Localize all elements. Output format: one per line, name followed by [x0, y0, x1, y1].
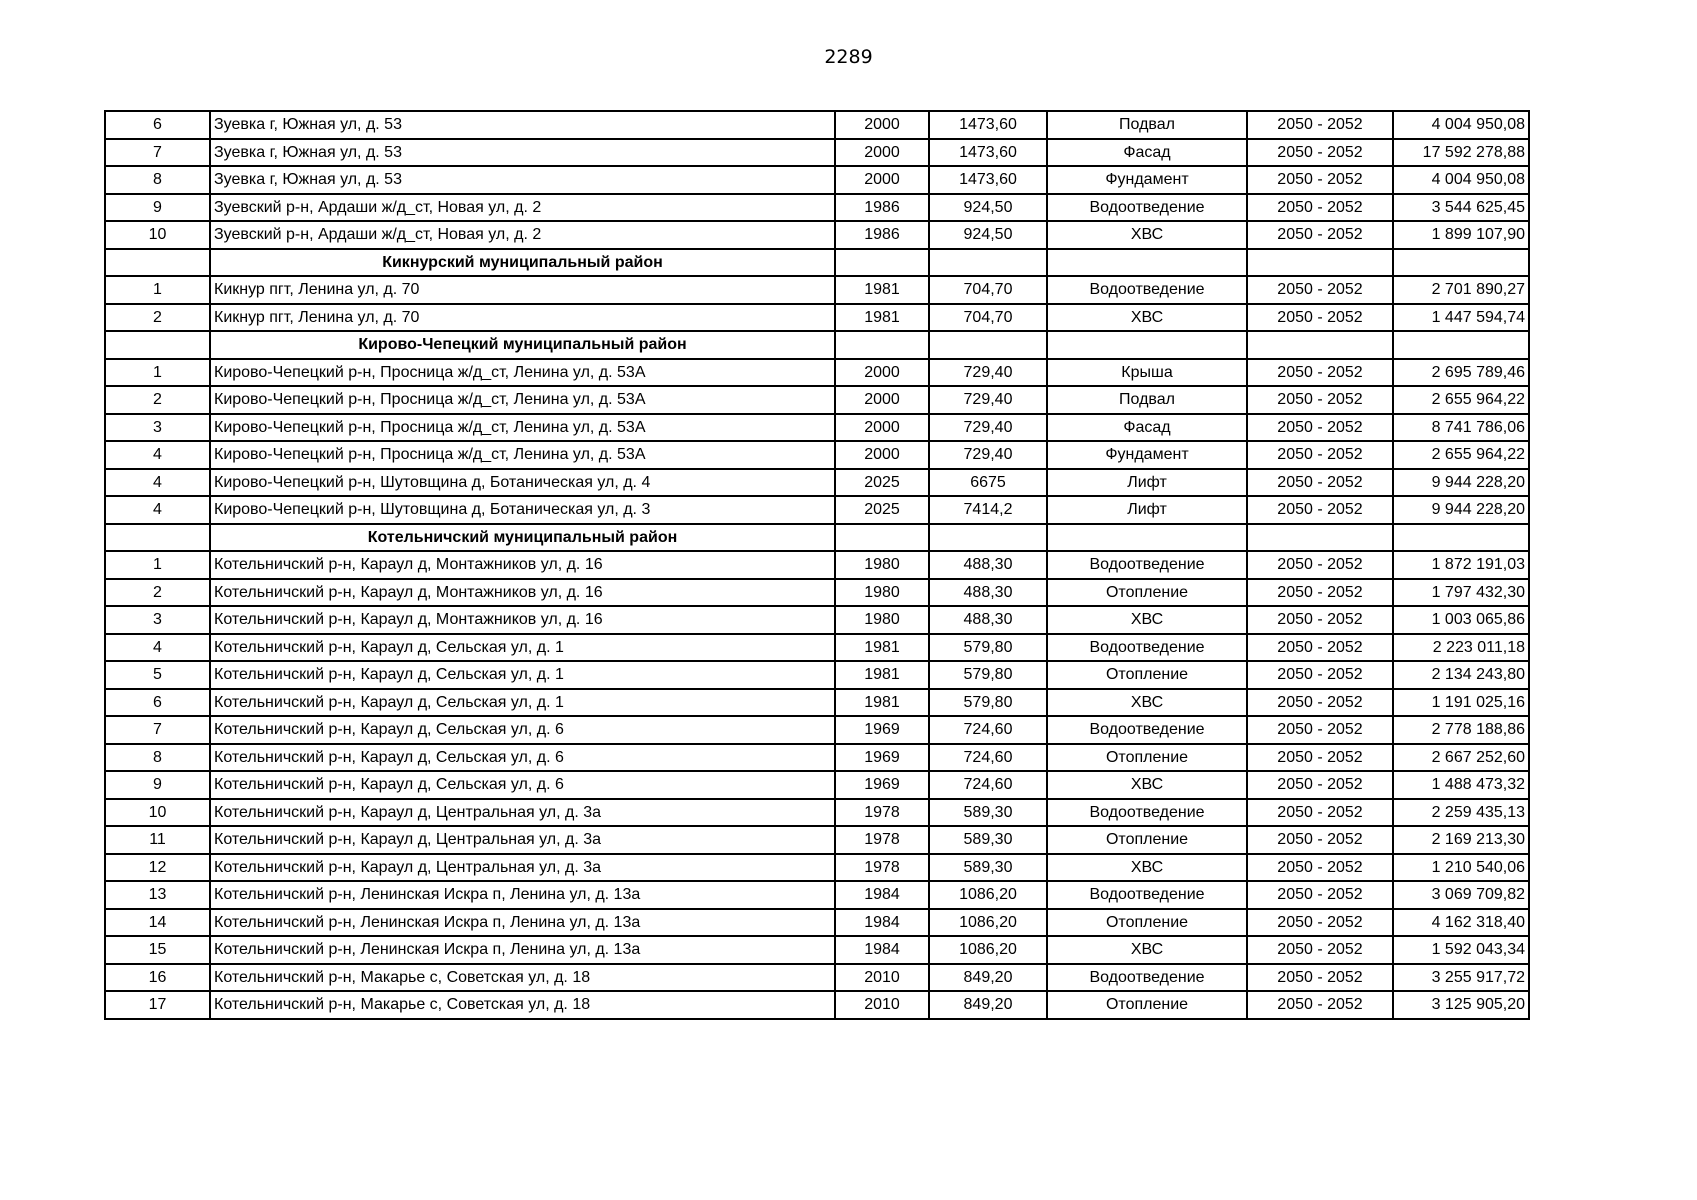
- table-row: [105, 441, 1529, 469]
- work-type-cell: Водоотведение: [1047, 964, 1247, 992]
- year-cell: 2000: [835, 359, 929, 387]
- district-header-row: [105, 524, 1529, 552]
- year-cell: 1986: [835, 194, 929, 222]
- table-row: [105, 771, 1529, 799]
- table-row: [105, 579, 1529, 607]
- period-cell: 2050 - 2052: [1247, 194, 1393, 222]
- period-cell: 2050 - 2052: [1247, 551, 1393, 579]
- year-cell: 1981: [835, 661, 929, 689]
- table-row: [105, 469, 1529, 497]
- row-number-cell: 5: [105, 661, 210, 689]
- table-row: [105, 854, 1529, 882]
- table-row: [105, 139, 1529, 167]
- row-number-cell: 2: [105, 386, 210, 414]
- cost-cell: 2 655 964,22: [1393, 441, 1529, 469]
- address-cell: Кирово-Чепецкий р-н, Шутовщина д, Ботаническая ул, д. 3: [210, 496, 835, 524]
- work-type-cell: Отопление: [1047, 661, 1247, 689]
- year-cell: 1984: [835, 909, 929, 937]
- cost-cell: 1 797 432,30: [1393, 579, 1529, 607]
- address-cell: Зуевка г, Южная ул, д. 53: [210, 139, 835, 167]
- year-cell: 2000: [835, 139, 929, 167]
- area-cell: 724,60: [929, 771, 1047, 799]
- year-cell: 1969: [835, 771, 929, 799]
- table-row: [105, 826, 1529, 854]
- cost-cell: 1 191 025,16: [1393, 689, 1529, 717]
- cost-cell: 3 069 709,82: [1393, 881, 1529, 909]
- row-number-cell: 4: [105, 634, 210, 662]
- work-type-cell: Фундамент: [1047, 166, 1247, 194]
- empty-cell: [1047, 331, 1247, 359]
- area-cell: 7414,2: [929, 496, 1047, 524]
- row-number-cell: 16: [105, 964, 210, 992]
- table-row: [105, 386, 1529, 414]
- area-cell: 488,30: [929, 579, 1047, 607]
- address-cell: Котельничский р-н, Ленинская Искра п, Ленина ул, д. 13а: [210, 881, 835, 909]
- address-cell: Котельничский р-н, Караул д, Монтажников ул, д. 16: [210, 579, 835, 607]
- area-cell: 488,30: [929, 606, 1047, 634]
- area-cell: 1473,60: [929, 111, 1047, 139]
- cost-cell: 2 223 011,18: [1393, 634, 1529, 662]
- cost-cell: 1 488 473,32: [1393, 771, 1529, 799]
- period-cell: 2050 - 2052: [1247, 661, 1393, 689]
- empty-cell: [1247, 524, 1393, 552]
- cost-cell: 2 134 243,80: [1393, 661, 1529, 689]
- table-row: [105, 304, 1529, 332]
- work-type-cell: Отопление: [1047, 991, 1247, 1019]
- year-cell: 2000: [835, 166, 929, 194]
- period-cell: 2050 - 2052: [1247, 414, 1393, 442]
- work-type-cell: Отопление: [1047, 579, 1247, 607]
- cost-cell: 4 162 318,40: [1393, 909, 1529, 937]
- area-cell: 724,60: [929, 744, 1047, 772]
- cost-cell: 4 004 950,08: [1393, 166, 1529, 194]
- table-row: [105, 634, 1529, 662]
- year-cell: 1984: [835, 936, 929, 964]
- work-type-cell: Фасад: [1047, 414, 1247, 442]
- area-cell: 724,60: [929, 716, 1047, 744]
- address-cell: Котельничский р-н, Караул д, Сельская ул, д. 1: [210, 661, 835, 689]
- row-number-cell: 15: [105, 936, 210, 964]
- work-type-cell: Лифт: [1047, 469, 1247, 497]
- year-cell: 1981: [835, 276, 929, 304]
- period-cell: 2050 - 2052: [1247, 606, 1393, 634]
- cost-cell: 1 447 594,74: [1393, 304, 1529, 332]
- area-cell: 6675: [929, 469, 1047, 497]
- period-cell: 2050 - 2052: [1247, 744, 1393, 772]
- empty-cell: [1247, 249, 1393, 277]
- cost-cell: 1 210 540,06: [1393, 854, 1529, 882]
- empty-cell: [1393, 331, 1529, 359]
- period-cell: 2050 - 2052: [1247, 909, 1393, 937]
- area-cell: 589,30: [929, 826, 1047, 854]
- period-cell: 2050 - 2052: [1247, 386, 1393, 414]
- area-cell: 589,30: [929, 854, 1047, 882]
- row-number-cell: 6: [105, 689, 210, 717]
- table-row: [105, 551, 1529, 579]
- row-number-cell: 1: [105, 359, 210, 387]
- table-row: [105, 936, 1529, 964]
- area-cell: 589,30: [929, 799, 1047, 827]
- year-cell: 2000: [835, 386, 929, 414]
- area-cell: 579,80: [929, 661, 1047, 689]
- work-type-cell: Водоотведение: [1047, 634, 1247, 662]
- table-row: [105, 276, 1529, 304]
- work-type-cell: ХВС: [1047, 936, 1247, 964]
- period-cell: 2050 - 2052: [1247, 441, 1393, 469]
- address-cell: Кирово-Чепецкий р-н, Просница ж/д_ст, Ленина ул, д. 53А: [210, 414, 835, 442]
- empty-cell: [835, 249, 929, 277]
- work-type-cell: Водоотведение: [1047, 551, 1247, 579]
- cost-cell: 2 695 789,46: [1393, 359, 1529, 387]
- address-cell: Зуевский р-н, Ардаши ж/д_ст, Новая ул, д. 2: [210, 221, 835, 249]
- row-number-cell: 8: [105, 166, 210, 194]
- work-type-cell: Фундамент: [1047, 441, 1247, 469]
- address-cell: Котельничский р-н, Ленинская Искра п, Ленина ул, д. 13а: [210, 909, 835, 937]
- table-row: [105, 744, 1529, 772]
- row-number-cell: 4: [105, 469, 210, 497]
- period-cell: 2050 - 2052: [1247, 166, 1393, 194]
- work-type-cell: ХВС: [1047, 606, 1247, 634]
- year-cell: 1981: [835, 634, 929, 662]
- work-type-cell: Крыша: [1047, 359, 1247, 387]
- page-number: 2289: [824, 46, 873, 68]
- period-cell: 2050 - 2052: [1247, 634, 1393, 662]
- work-type-cell: Подвал: [1047, 386, 1247, 414]
- period-cell: 2050 - 2052: [1247, 469, 1393, 497]
- address-cell: Зуевский р-н, Ардаши ж/д_ст, Новая ул, д. 2: [210, 194, 835, 222]
- empty-cell: [929, 331, 1047, 359]
- table-row: [105, 166, 1529, 194]
- district-header-row: [105, 249, 1529, 277]
- address-cell: Зуевка г, Южная ул, д. 53: [210, 166, 835, 194]
- table-row: [105, 606, 1529, 634]
- empty-cell: [1047, 249, 1247, 277]
- cost-cell: 3 544 625,45: [1393, 194, 1529, 222]
- address-cell: Котельничский р-н, Караул д, Сельская ул, д. 6: [210, 716, 835, 744]
- empty-cell: [105, 249, 210, 277]
- row-number-cell: 6: [105, 111, 210, 139]
- address-cell: Котельничский р-н, Караул д, Центральная ул, д. 3а: [210, 854, 835, 882]
- work-type-cell: Водоотведение: [1047, 799, 1247, 827]
- area-cell: 729,40: [929, 414, 1047, 442]
- period-cell: 2050 - 2052: [1247, 854, 1393, 882]
- cost-cell: 1 899 107,90: [1393, 221, 1529, 249]
- empty-cell: [1047, 524, 1247, 552]
- table-row: [105, 111, 1529, 139]
- cost-cell: 2 778 188,86: [1393, 716, 1529, 744]
- work-type-cell: ХВС: [1047, 689, 1247, 717]
- cost-cell: 17 592 278,88: [1393, 139, 1529, 167]
- address-cell: Котельничский р-н, Караул д, Монтажников ул, д. 16: [210, 606, 835, 634]
- table-row: [105, 689, 1529, 717]
- year-cell: 1978: [835, 826, 929, 854]
- work-type-cell: Лифт: [1047, 496, 1247, 524]
- period-cell: 2050 - 2052: [1247, 826, 1393, 854]
- area-cell: 849,20: [929, 964, 1047, 992]
- cost-cell: 3 125 905,20: [1393, 991, 1529, 1019]
- year-cell: 1980: [835, 551, 929, 579]
- cost-cell: 2 259 435,13: [1393, 799, 1529, 827]
- period-cell: 2050 - 2052: [1247, 221, 1393, 249]
- work-type-cell: Отопление: [1047, 744, 1247, 772]
- row-number-cell: 17: [105, 991, 210, 1019]
- empty-cell: [105, 524, 210, 552]
- address-cell: Котельничский р-н, Караул д, Центральная ул, д. 3а: [210, 799, 835, 827]
- empty-cell: [929, 249, 1047, 277]
- area-cell: 579,80: [929, 634, 1047, 662]
- area-cell: 729,40: [929, 359, 1047, 387]
- year-cell: 2000: [835, 414, 929, 442]
- area-cell: 704,70: [929, 276, 1047, 304]
- year-cell: 2025: [835, 496, 929, 524]
- year-cell: 2000: [835, 441, 929, 469]
- address-cell: Кирово-Чепецкий р-н, Шутовщина д, Ботаническая ул, д. 4: [210, 469, 835, 497]
- cost-cell: 9 944 228,20: [1393, 469, 1529, 497]
- address-cell: Зуевка г, Южная ул, д. 53: [210, 111, 835, 139]
- row-number-cell: 12: [105, 854, 210, 882]
- table-row: [105, 799, 1529, 827]
- address-cell: Котельничский р-н, Караул д, Монтажников ул, д. 16: [210, 551, 835, 579]
- period-cell: 2050 - 2052: [1247, 139, 1393, 167]
- period-cell: 2050 - 2052: [1247, 689, 1393, 717]
- cost-cell: 4 004 950,08: [1393, 111, 1529, 139]
- address-cell: Кикнур пгт, Ленина ул, д. 70: [210, 304, 835, 332]
- table-row: [105, 909, 1529, 937]
- year-cell: 1978: [835, 799, 929, 827]
- work-type-cell: ХВС: [1047, 854, 1247, 882]
- address-cell: Котельничский р-н, Караул д, Сельская ул, д. 6: [210, 744, 835, 772]
- cost-cell: 2 667 252,60: [1393, 744, 1529, 772]
- year-cell: 1969: [835, 744, 929, 772]
- cost-cell: 2 655 964,22: [1393, 386, 1529, 414]
- area-cell: 849,20: [929, 991, 1047, 1019]
- empty-cell: [1393, 524, 1529, 552]
- district-name: Кикнурский муниципальный район: [210, 249, 835, 277]
- address-cell: Котельничский р-н, Макарье с, Советская ул, д. 18: [210, 991, 835, 1019]
- year-cell: 2010: [835, 991, 929, 1019]
- year-cell: 2025: [835, 469, 929, 497]
- address-cell: Котельничский р-н, Караул д, Сельская ул, д. 6: [210, 771, 835, 799]
- table-row: [105, 661, 1529, 689]
- empty-cell: [105, 331, 210, 359]
- period-cell: 2050 - 2052: [1247, 304, 1393, 332]
- cost-cell: 9 944 228,20: [1393, 496, 1529, 524]
- area-cell: 729,40: [929, 441, 1047, 469]
- period-cell: 2050 - 2052: [1247, 771, 1393, 799]
- address-cell: Котельничский р-н, Караул д, Сельская ул, д. 1: [210, 634, 835, 662]
- work-type-cell: Водоотведение: [1047, 276, 1247, 304]
- work-type-cell: Отопление: [1047, 909, 1247, 937]
- table-row: [105, 716, 1529, 744]
- district-name: Кирово-Чепецкий муниципальный район: [210, 331, 835, 359]
- work-type-cell: ХВС: [1047, 771, 1247, 799]
- year-cell: 1969: [835, 716, 929, 744]
- cost-cell: 1 872 191,03: [1393, 551, 1529, 579]
- period-cell: 2050 - 2052: [1247, 936, 1393, 964]
- area-cell: 729,40: [929, 386, 1047, 414]
- row-number-cell: 11: [105, 826, 210, 854]
- address-cell: Котельничский р-н, Ленинская Искра п, Ленина ул, д. 13а: [210, 936, 835, 964]
- empty-cell: [929, 524, 1047, 552]
- year-cell: 1978: [835, 854, 929, 882]
- row-number-cell: 10: [105, 799, 210, 827]
- period-cell: 2050 - 2052: [1247, 496, 1393, 524]
- row-number-cell: 8: [105, 744, 210, 772]
- year-cell: 1981: [835, 304, 929, 332]
- repair-schedule-table: [104, 110, 1530, 1020]
- cost-cell: 1 003 065,86: [1393, 606, 1529, 634]
- empty-cell: [1393, 249, 1529, 277]
- row-number-cell: 13: [105, 881, 210, 909]
- work-type-cell: Водоотведение: [1047, 881, 1247, 909]
- cost-cell: 8 741 786,06: [1393, 414, 1529, 442]
- row-number-cell: 14: [105, 909, 210, 937]
- address-cell: Кирово-Чепецкий р-н, Просница ж/д_ст, Ленина ул, д. 53А: [210, 359, 835, 387]
- period-cell: 2050 - 2052: [1247, 799, 1393, 827]
- row-number-cell: 7: [105, 139, 210, 167]
- work-type-cell: Подвал: [1047, 111, 1247, 139]
- work-type-cell: Водоотведение: [1047, 194, 1247, 222]
- period-cell: 2050 - 2052: [1247, 716, 1393, 744]
- table-row: [105, 991, 1529, 1019]
- year-cell: 1981: [835, 689, 929, 717]
- address-cell: Кирово-Чепецкий р-н, Просница ж/д_ст, Ленина ул, д. 53А: [210, 386, 835, 414]
- table-row: [105, 221, 1529, 249]
- table-row: [105, 496, 1529, 524]
- cost-cell: 2 701 890,27: [1393, 276, 1529, 304]
- row-number-cell: 9: [105, 194, 210, 222]
- area-cell: 704,70: [929, 304, 1047, 332]
- cost-cell: 1 592 043,34: [1393, 936, 1529, 964]
- row-number-cell: 3: [105, 414, 210, 442]
- row-number-cell: 2: [105, 304, 210, 332]
- period-cell: 2050 - 2052: [1247, 964, 1393, 992]
- work-type-cell: ХВС: [1047, 221, 1247, 249]
- row-number-cell: 4: [105, 496, 210, 524]
- cost-cell: 2 169 213,30: [1393, 826, 1529, 854]
- work-type-cell: Водоотведение: [1047, 716, 1247, 744]
- table-row: [105, 964, 1529, 992]
- period-cell: 2050 - 2052: [1247, 579, 1393, 607]
- row-number-cell: 1: [105, 276, 210, 304]
- table-row: [105, 881, 1529, 909]
- address-cell: Котельничский р-н, Караул д, Центральная ул, д. 3а: [210, 826, 835, 854]
- cost-cell: 3 255 917,72: [1393, 964, 1529, 992]
- area-cell: 1473,60: [929, 139, 1047, 167]
- period-cell: 2050 - 2052: [1247, 111, 1393, 139]
- area-cell: 924,50: [929, 194, 1047, 222]
- area-cell: 579,80: [929, 689, 1047, 717]
- year-cell: 1980: [835, 606, 929, 634]
- year-cell: 2010: [835, 964, 929, 992]
- year-cell: 1980: [835, 579, 929, 607]
- area-cell: 1086,20: [929, 936, 1047, 964]
- district-name: Котельничский муниципальный район: [210, 524, 835, 552]
- year-cell: 1986: [835, 221, 929, 249]
- area-cell: 924,50: [929, 221, 1047, 249]
- row-number-cell: 7: [105, 716, 210, 744]
- district-header-row: [105, 331, 1529, 359]
- empty-cell: [1247, 331, 1393, 359]
- row-number-cell: 2: [105, 579, 210, 607]
- work-type-cell: Фасад: [1047, 139, 1247, 167]
- empty-cell: [835, 524, 929, 552]
- row-number-cell: 10: [105, 221, 210, 249]
- table-row: [105, 414, 1529, 442]
- address-cell: Котельничский р-н, Караул д, Сельская ул, д. 1: [210, 689, 835, 717]
- empty-cell: [835, 331, 929, 359]
- table-row: [105, 194, 1529, 222]
- area-cell: 1473,60: [929, 166, 1047, 194]
- area-cell: 488,30: [929, 551, 1047, 579]
- period-cell: 2050 - 2052: [1247, 359, 1393, 387]
- period-cell: 2050 - 2052: [1247, 991, 1393, 1019]
- year-cell: 2000: [835, 111, 929, 139]
- year-cell: 1984: [835, 881, 929, 909]
- area-cell: 1086,20: [929, 909, 1047, 937]
- address-cell: Кикнур пгт, Ленина ул, д. 70: [210, 276, 835, 304]
- row-number-cell: 9: [105, 771, 210, 799]
- work-type-cell: ХВС: [1047, 304, 1247, 332]
- row-number-cell: 1: [105, 551, 210, 579]
- address-cell: Кирово-Чепецкий р-н, Просница ж/д_ст, Ленина ул, д. 53А: [210, 441, 835, 469]
- table-body: [105, 111, 1529, 1019]
- row-number-cell: 4: [105, 441, 210, 469]
- table-row: [105, 359, 1529, 387]
- area-cell: 1086,20: [929, 881, 1047, 909]
- row-number-cell: 3: [105, 606, 210, 634]
- work-type-cell: Отопление: [1047, 826, 1247, 854]
- period-cell: 2050 - 2052: [1247, 276, 1393, 304]
- address-cell: Котельничский р-н, Макарье с, Советская ул, д. 18: [210, 964, 835, 992]
- period-cell: 2050 - 2052: [1247, 881, 1393, 909]
